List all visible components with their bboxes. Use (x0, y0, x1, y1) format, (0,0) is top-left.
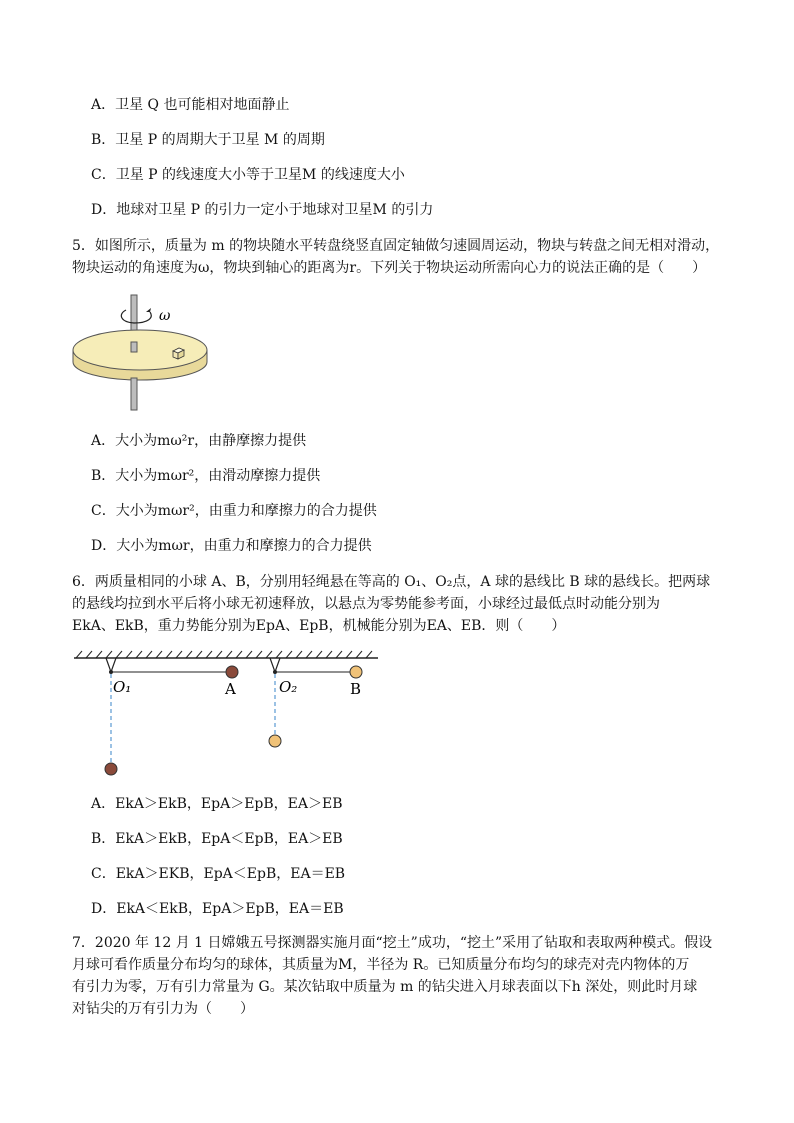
turntable-top (73, 330, 207, 370)
q6-option-c: C．EkA＞EKB，EpA＜EpB，EA＝EB (91, 866, 346, 882)
q7-stem-line2: 月球可看作质量分布均匀的球体，其质量为M，半径为 R。已知质量分布均匀的球壳对壳内物体的万 (72, 957, 690, 973)
ceiling-hatching (76, 651, 372, 658)
label-a: A (225, 680, 236, 698)
q7-stem-line3: 有引力为零，万有引力常量为 G。某次钻取中质量为 m 的钻尖进入月球表面以下h 深处，则此时月球 (72, 979, 698, 995)
hook-o2 (270, 658, 280, 672)
ball-a-horizontal (226, 666, 238, 678)
omega-label: ω (159, 308, 171, 324)
ball-b-horizontal (350, 666, 362, 678)
ball-b-bottom (269, 735, 281, 747)
q4-option-c: C．卫星 P 的线速度大小等于卫星M 的线速度大小 (91, 167, 405, 183)
q4-option-d: D．地球对卫星 P 的引力一定小于地球对卫星M 的引力 (91, 202, 434, 218)
q4-option-b: B．卫星 P 的周期大于卫星 M 的周期 (91, 132, 325, 148)
shaft-mid (131, 342, 137, 352)
ball-a-bottom (105, 763, 117, 775)
hook-o1 (106, 658, 116, 672)
shaft-bottom (131, 378, 137, 410)
q6-stem-line3: EkA、EkB，重力势能分别为EpA、EpB，机械能分别为EA、EB．则（ ） (72, 618, 566, 634)
q6-option-d: D．EkA＜EkB，EpA＞EpB，EA＝EB (91, 901, 344, 917)
q4-option-a: A．卫星 Q 也可能相对地面静止 (91, 97, 290, 113)
q5-option-d: D．大小为mωr，由重力和摩擦力的合力提供 (91, 538, 372, 554)
turntable-figure (66, 290, 216, 415)
q5-stem-line2: 物块运动的角速度为ω，物块到轴心的距离为r。下列关于物块运动所需向心力的说法正确的是（ ） (72, 260, 707, 276)
rotation-arrowhead (146, 308, 151, 312)
label-b: B (350, 680, 362, 698)
q5-option-a: A．大小为mω²r，由静摩擦力提供 (91, 433, 307, 449)
q6-option-a: A．EkA＞EkB，EpA＞EpB，EA＞EB (91, 796, 343, 812)
label-o1: O₁ (113, 678, 132, 696)
q5-option-b: B．大小为mωr²，由滑动摩擦力提供 (91, 468, 321, 484)
pendulum-figure (70, 648, 382, 782)
q6-option-b: B．EkA＞EkB，EpA＜EpB，EA＞EB (91, 831, 343, 847)
q7-stem-line1: 7．2020 年 12 月 1 日嫦娥五号探测器实施月面“挖土”成功，“挖土”采用了钻取和表取两种模式。假设 (72, 935, 713, 951)
label-o2: O₂ (279, 678, 298, 696)
q6-stem-line2: 的悬线均拉到水平后将小球无初速释放，以悬点为零势能参考面，小球经过最低点时动能分别为 (72, 596, 660, 612)
q7-stem-line4: 对钻尖的万有引力为（ ） (72, 1001, 254, 1017)
q5-stem-line1: 5．如图所示，质量为 m 的物块随水平转盘绕竖直固定轴做匀速圆周运动，物块与转盘之间无相对滑动， (72, 238, 720, 254)
q6-stem-line1: 6．两质量相同的小球 A、B，分别用轻绳悬在等高的 O₁、O₂点，A 球的悬线比 B 球的悬线长。把两球 (72, 574, 711, 590)
q5-option-c: C．大小为mωr²，由重力和摩擦力的合力提供 (91, 503, 377, 519)
